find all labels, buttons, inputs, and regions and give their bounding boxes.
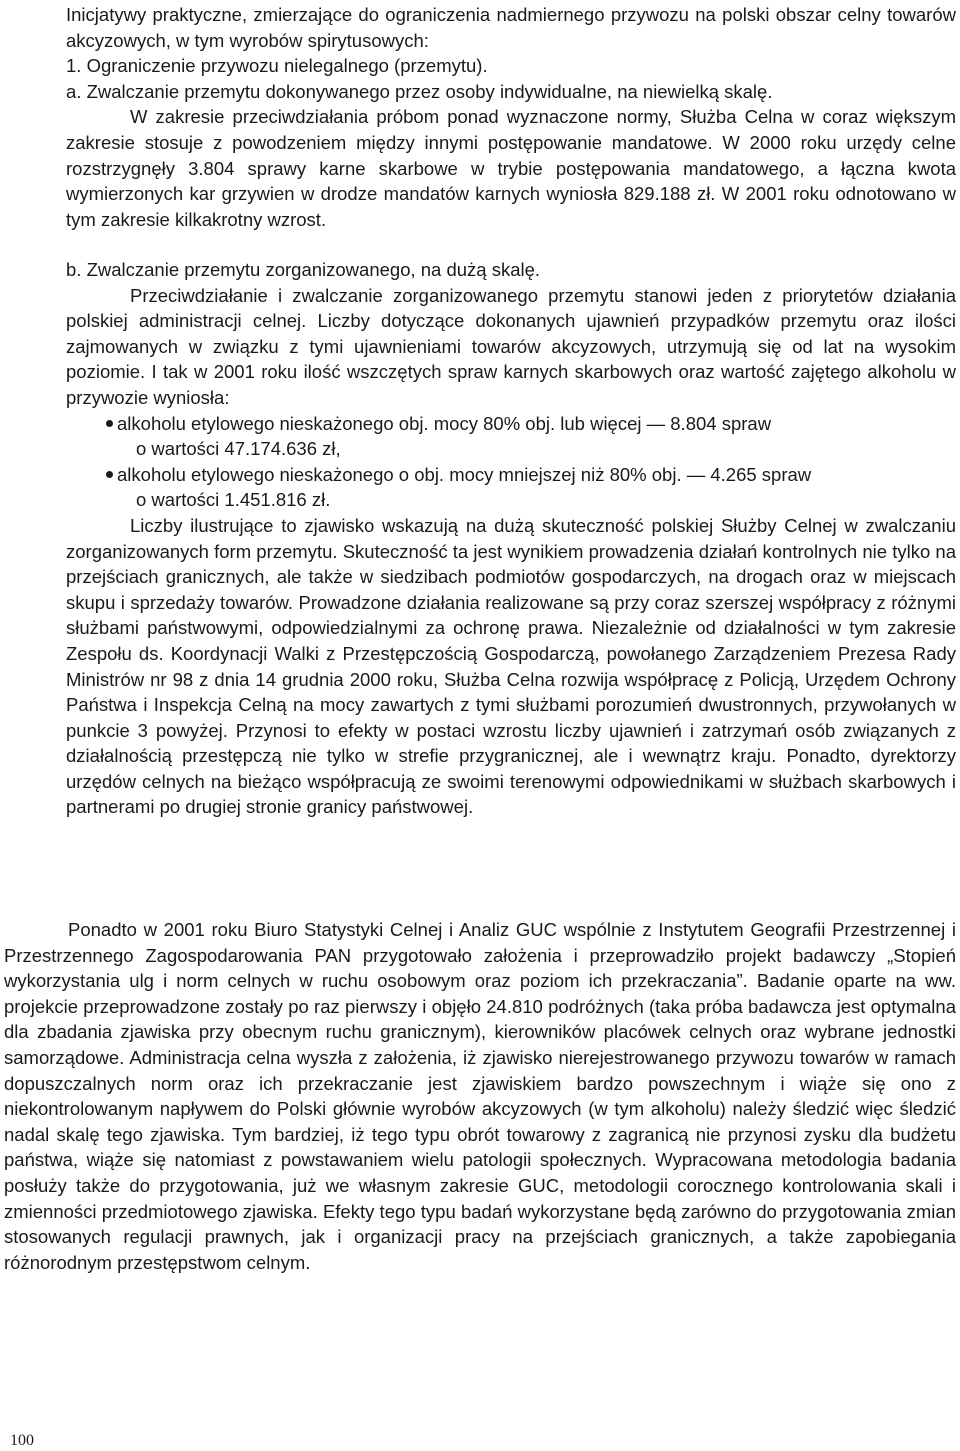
bullet-icon — [106, 411, 117, 437]
bullet-text: alkoholu etylowego nieskażonego o obj. mocy mniejszej niż 80% obj. — 4.265 spraw — [117, 463, 812, 485]
paragraph-b1: Przeciwdziałanie i zwalczanie zorganizowanego przemytu stanowi jeden z priorytetów działania polskiej administracji celnej. Liczby dotyczące dokonanych ujawnień przypadków przemytu oraz ilości zajmowanych w związku z tymi ujawnieniami towarów akcyzowych, utrzymują się od lat na wysokim poziomie. I tak w 2001 roku ilość wszczętych spraw karnych skarbowych oraz wartość zajętego alkoholu w przywozie wyniosła: — [66, 284, 956, 408]
list-item-b: b. Zwalczanie przemytu zorganizowanego, na dużą skalę. — [66, 259, 541, 280]
section-b — [66, 257, 956, 820]
bullet-icon — [106, 462, 117, 488]
section-survey — [4, 917, 956, 1275]
bullet-text: alkoholu etylowego nieskażonego obj. mocy 80% obj. lub więcej — 8.804 spraw — [117, 412, 772, 434]
bullet-item — [66, 462, 956, 488]
paragraph-a: W zakresie przeciwdziałania próbom ponad wyznaczone normy, Służba Celna w coraz większym zakresie stosuje z powodzeniem między innymi postępowanie mandatowe. W 2000 roku urzędy celne rozstrzygnęły 3.804 sprawy karne skarbowe w trybie postępowania mandatowego, a łączna kwota wymierzonych kar grzywien w drodze mandatów karnych wyniosła 829.188 zł. W 2001 roku odnotowano w tym zakresie kilkakrotny wzrost. — [66, 106, 956, 230]
page-number: 100 — [10, 1432, 34, 1449]
bullet-item — [66, 411, 956, 437]
section-intro — [66, 2, 956, 232]
bullet-continuation: o wartości 1.451.816 zł. — [136, 489, 331, 511]
paragraph-survey: Ponadto w 2001 roku Biuro Statystyki Celnej i Analiz GUC wspólnie z Instytutem Geografii Przestrzennej i Przestrzennego Zagospodarowania PAN przygotowało założenia i przeprowadziło projekt badawczy „Stopień wykorzystania ulg i norm celnych w ruchu osobowym oraz poziom ich przekraczania”. Badanie oparte na ww. projekcie przeprowadzone zostały po raz pierwszy i objęło 24.810 podróżnych (taka próba badawcza jest optymalna dla zbadania zjawiska przy obecnym ruchu granicznym), kierowników placówek celnych oraz wybrane jednostki samorządowe. Administracja celna wyszła z założenia, iż zjawisko nierejestrowanego przywozu towarów w ramach dopuszczalnych norm oraz ich przekraczanie jest zjawiskiem bardzo powszechnym i wiąże się ono z niekontrolowanym napływem do Polski głównie wyrobów akcyzowych (w tym alkoholu) należy śledzić więc śledzić nadal skalę tego zjawiska. Tym bardziej, iż tego typu obrót towarowy z zagranicą nie przynosi zysku dla budżetu państwa, wiąże się natomiast z powstawaniem wielu patologii społecznych. Wypracowana metodologia badania posłuży także do przygotowania, już we własnym zakresie GUC, metodologii corocznego kontrolowania skali i zmienności przedmiotowego zjawiska. Efekty tego typu badań wykorzystane będą zarówno do przygotowania zmian stosowanych regulacji prawnych, jak i organizacji pracy na przejściach granicznych, a także zapobiegania różnorodnym przestępstwom celnym. — [4, 919, 956, 1273]
list-item-1: 1. Ograniczenie przywozu nielegalnego (przemytu). — [66, 55, 488, 77]
intro-paragraph: Inicjatywy praktyczne, zmierzające do ograniczenia nadmiernego przywozu na polski obszar celny towarów akcyzowych, w tym wyrobów spirytusowych: — [66, 4, 956, 51]
list-item-a: a. Zwalczanie przemytu dokonywanego przez osoby indywidualne, na niewielką skalę. — [66, 80, 773, 102]
bullet-continuation: o wartości 47.174.636 zł, — [136, 438, 341, 460]
paragraph-b2: Liczby ilustrujące to zjawisko wskazują na dużą skuteczność polskiej Służby Celnej w zwalczaniu zorganizowanych form przemytu. Skuteczność ta jest wynikiem prowadzenia działań kontrolnych nie tylko na przejściach granicznych, ale także w siedzibach podmiotów gospodarczych, na drogach oraz w miejscach skupu i sprzedaży towarów. Prowadzone działania realizowane są przy coraz szerszej współpracy z różnymi służbami państwowymi, odpowiedzialnymi za ochronę prawa. Niezależnie od działalności w tym zakresie Zespołu ds. Koordynacji Walki z Przestępczością Gospodarczą, powołanego Zarządzeniem Prezesa Rady Ministrów nr 98 z dnia 14 grudnia 2000 roku, Służba Celna rozwija współpracę z Policją, Urzędem Ochrony Państwa i Inspekcja Celną na mocy zawartych z tymi służbami porozumień dwustronnych, przywołanych w punkcie 3 powyżej. Przynosi to efekty w postaci wzrostu liczby ujawnień i zatrzymań osób związanych z działalnością przestępczą nie tylko w strefie przygranicznej, ale i wewnątrz kraju. Ponadto, dyrektorzy urzędów celnych na bieżąco współpracują ze swoimi terenowymi odpowiednikami w służbach skarbowych i partnerami po drugiej stronie granicy państwowej. — [66, 514, 956, 818]
